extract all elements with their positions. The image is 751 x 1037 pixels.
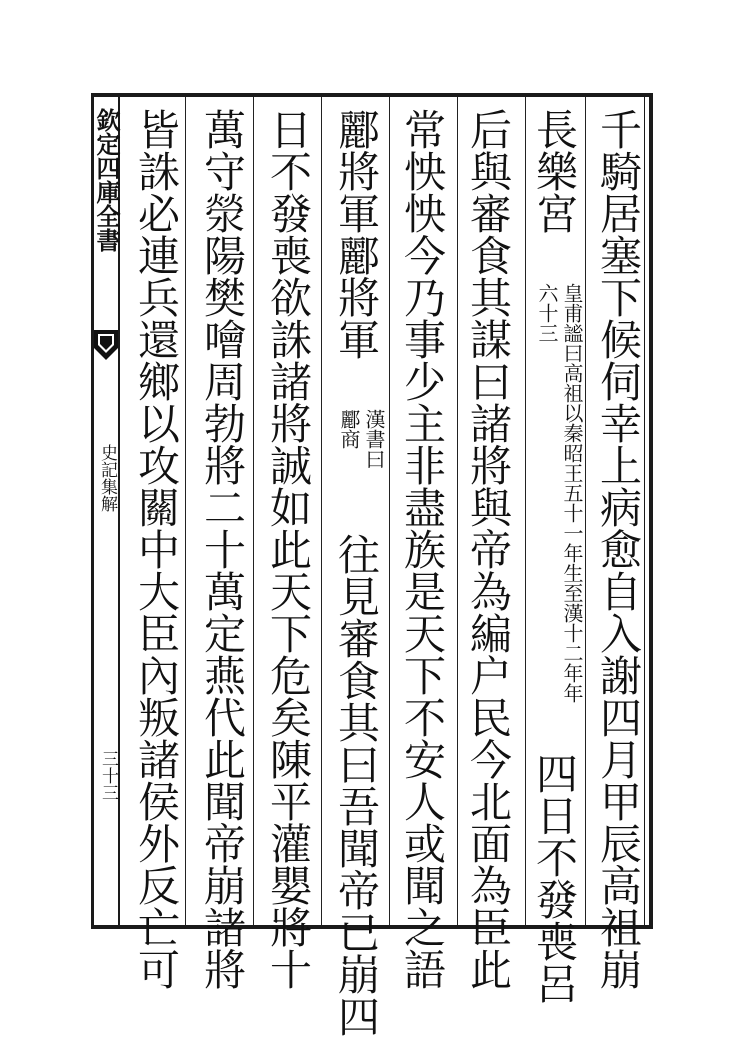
column-main-text: 千騎居塞下候伺幸上病愈自入謝四月甲辰高祖崩 — [594, 108, 643, 990]
column-rule — [321, 97, 322, 925]
column-rule — [253, 97, 254, 925]
column-rule — [585, 97, 586, 925]
text-column-3 — [458, 108, 518, 990]
text-column-8 — [126, 108, 186, 990]
column-main-text-after: 往見審食其曰吾聞帝已崩四 — [332, 533, 381, 1037]
text-column-4 — [392, 108, 452, 990]
fishtail-mark-icon — [94, 330, 118, 360]
column-main-text: 日不發喪欲誅諸將誠如此天下危矣陳平灌嬰將十 — [264, 108, 313, 990]
column-main-text: 萬守滎陽樊噲周勃將二十萬定燕代此聞帝崩諸將 — [198, 108, 247, 990]
text-column-2 — [524, 108, 584, 1004]
commentary-note — [326, 409, 386, 484]
column-main-text: 后與審食其謀曰諸將與帝為編户民今北面為臣此 — [464, 108, 513, 990]
column-main-text: 常怏怏今乃事少主非盡族是天下不安人或聞之語 — [398, 108, 447, 990]
text-column-1 — [588, 108, 648, 990]
column-main-text: 皆誅必連兵還鄉以攻關中大臣內叛諸侯外反亡可 — [132, 108, 181, 990]
text-column-5 — [326, 108, 386, 1037]
column-main-text: 酈將軍酈將軍 — [332, 108, 381, 360]
book-title: 史記集解 — [97, 444, 117, 512]
column-main-text: 長樂宮 — [530, 108, 579, 234]
page-number: 三十三 — [98, 750, 118, 801]
note-text: 漢書曰酈商 — [337, 409, 386, 469]
text-column-7 — [192, 108, 252, 990]
text-column-6 — [258, 108, 318, 990]
column-rule — [389, 97, 390, 925]
column-main-text-after: 四日不發喪呂 — [530, 752, 579, 1004]
commentary-note — [524, 283, 584, 703]
note-text: 皇甫謐曰高祖以秦昭王五十一年生至漢十二年年六十三 — [535, 283, 584, 703]
collection-title: 欽定四庫全書 — [92, 108, 121, 252]
